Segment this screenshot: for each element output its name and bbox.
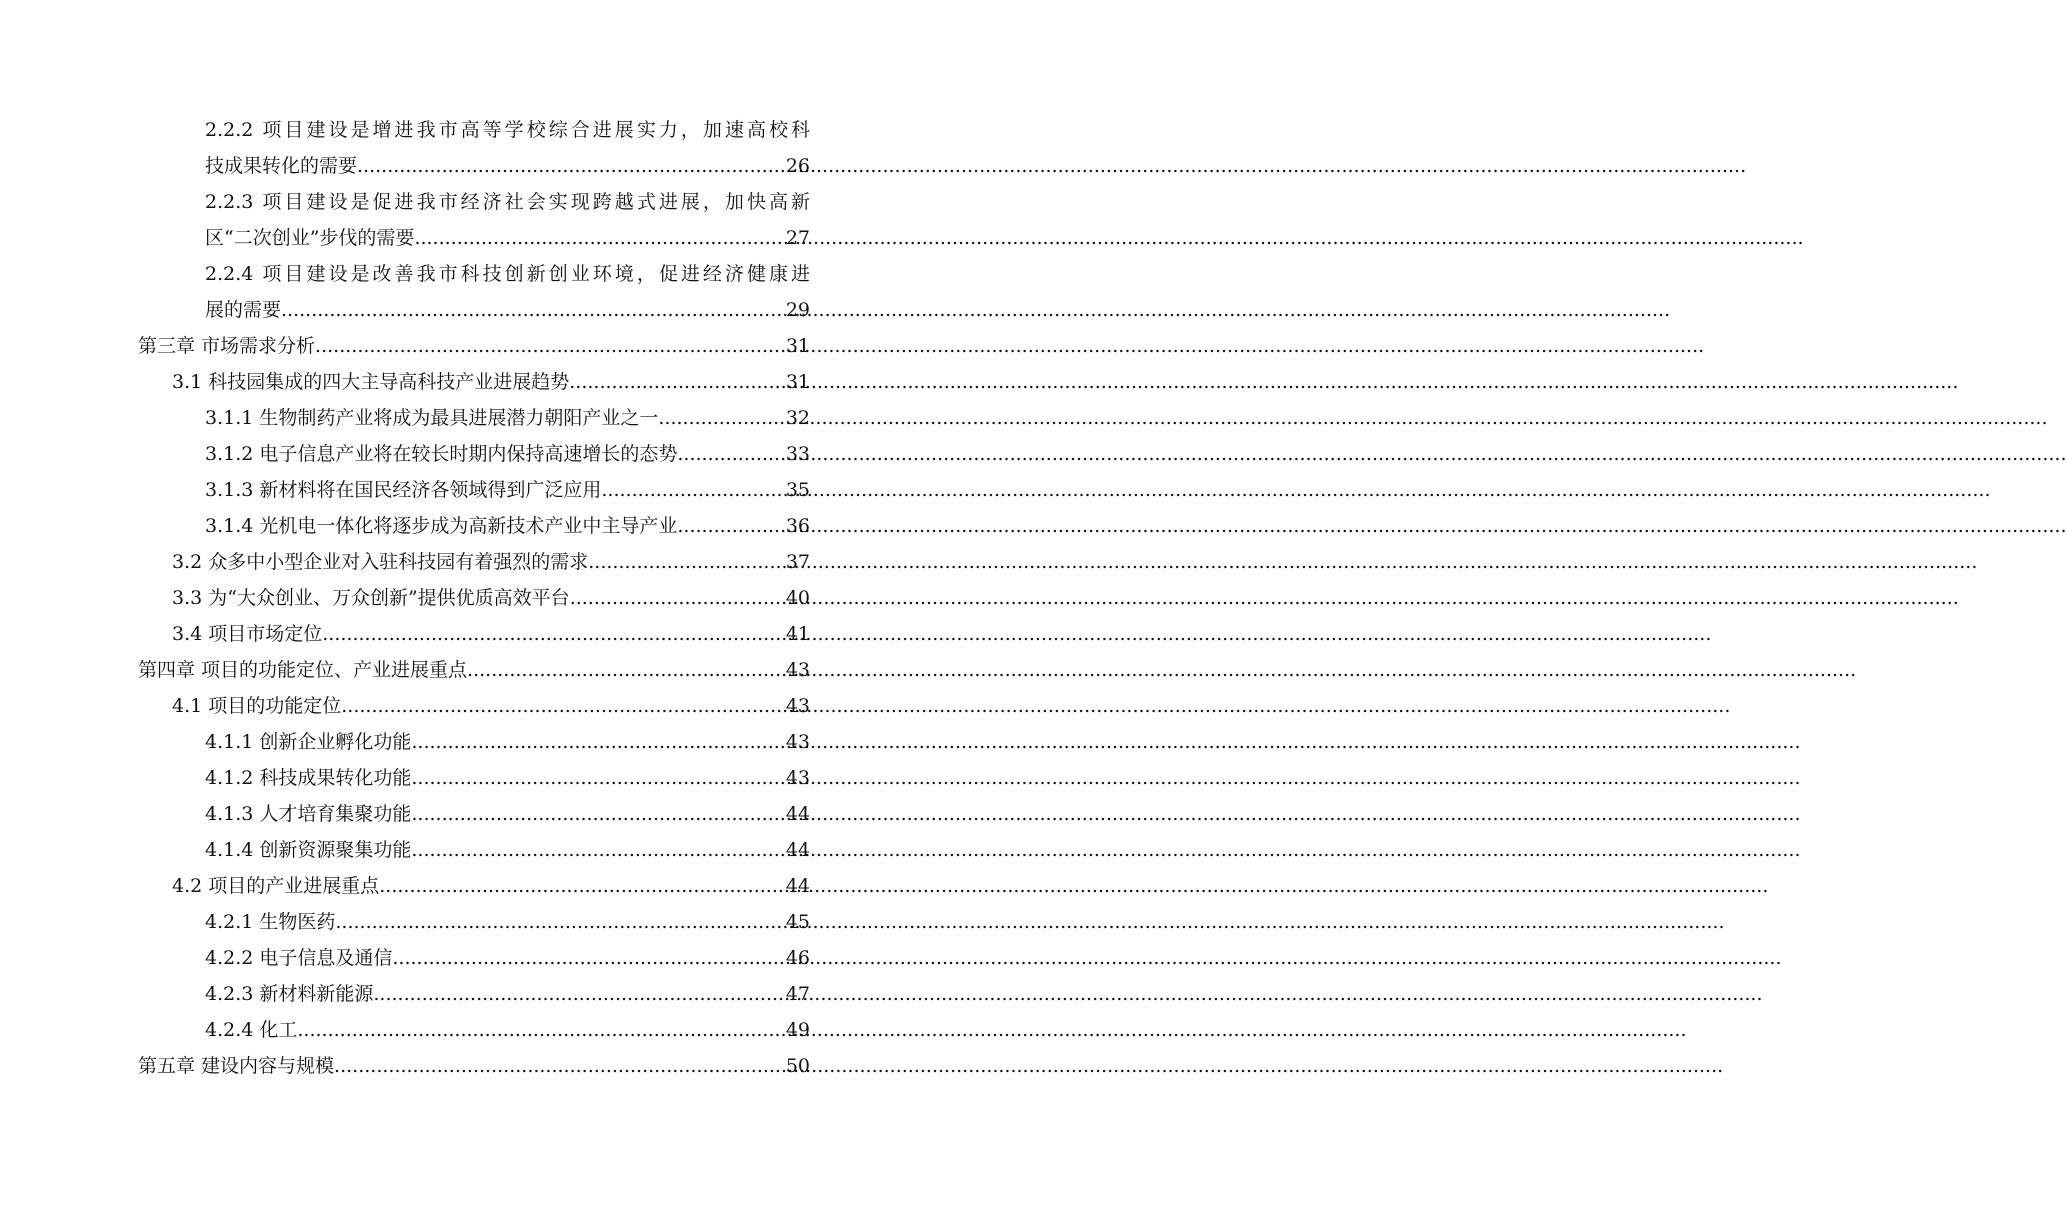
toc-dot-leader [588, 544, 786, 580]
toc-entry-title: 3.2 众多中小型企业对入驻科技园有着强烈的需求 [172, 551, 589, 573]
toc-entry-title: 3.4 项目市场定位 [172, 623, 323, 645]
toc-page-number: 50 [785, 1055, 810, 1077]
toc-dot-leader [335, 904, 785, 940]
toc-dot-leader [341, 688, 786, 724]
toc-dot-leader [411, 724, 785, 760]
toc-entry-title: 第五章 建设内容与规模 [138, 1055, 335, 1077]
toc-entry-title: 4.2 项目的产业进展重点 [172, 875, 380, 897]
toc-dot-leader [315, 328, 786, 364]
table-of-contents [138, 112, 810, 1084]
toc-entry-4-2[interactable] [138, 868, 810, 904]
toc-dot-leader [281, 292, 786, 328]
toc-dot-leader [411, 760, 785, 796]
toc-page-number: 41 [785, 623, 810, 645]
toc-entry-title-line1: 2.2.3 项目建设是促进我市经济社会实现跨越式进展，加快高新 [205, 191, 810, 213]
toc-page-number: 36 [785, 515, 810, 537]
toc-dot-leader [601, 472, 785, 508]
toc-page-number: 27 [785, 227, 810, 249]
toc-page-number: 33 [785, 443, 810, 465]
toc-page-number: 37 [785, 551, 810, 573]
toc-page-number: 32 [785, 407, 810, 429]
toc-entry-3-4[interactable] [138, 616, 810, 652]
toc-entry-chapter-4[interactable] [138, 652, 810, 688]
toc-dot-leader [677, 508, 785, 544]
toc-entry-title: 4.1.1 创新企业孵化功能 [205, 731, 412, 753]
toc-entry-4-1-1[interactable] [138, 724, 810, 760]
toc-dot-leader [570, 580, 786, 616]
toc-page-number: 31 [785, 335, 810, 357]
toc-entry-4-1[interactable] [138, 688, 810, 724]
toc-entry-4-1-2[interactable] [138, 760, 810, 796]
toc-dot-leader [322, 616, 786, 652]
toc-entry-3-2[interactable] [138, 544, 810, 580]
toc-entry-2-2-3[interactable] [138, 184, 810, 256]
toc-entry-title-line2 [205, 220, 810, 256]
toc-page-number: 43 [785, 659, 810, 681]
toc-page-number: 31 [785, 371, 810, 393]
toc-entry-title: 3.1.1 生物制药产业将成为最具进展潜力朝阳产业之一 [205, 407, 659, 429]
toc-entry-3-1-1[interactable] [138, 400, 810, 436]
toc-entry-title: 3.3 为“大众创业、万众创新”提供优质高效平台 [172, 587, 570, 609]
toc-dot-leader [414, 220, 785, 256]
toc-entry-4-2-3[interactable] [138, 976, 810, 1012]
toc-entry-4-1-4[interactable] [138, 832, 810, 868]
toc-page-number: 47 [785, 983, 810, 1005]
toc-dot-leader [373, 976, 785, 1012]
toc-page-number: 29 [785, 299, 810, 321]
toc-entry-title: 区“二次创业”步伐的需要 [205, 227, 415, 249]
toc-dot-leader [658, 400, 785, 436]
toc-dot-leader [392, 940, 785, 976]
document-page [0, 0, 950, 1230]
toc-entry-title: 技成果转化的需要 [205, 155, 358, 177]
toc-entry-4-2-4[interactable] [138, 1012, 810, 1048]
toc-entry-4-2-1[interactable] [138, 904, 810, 940]
toc-entry-title: 4.1.4 创新资源聚集功能 [205, 839, 412, 861]
toc-entry-4-2-2[interactable] [138, 940, 810, 976]
toc-dot-leader [467, 652, 786, 688]
toc-entry-3-1-2[interactable] [138, 436, 810, 472]
toc-entry-title-line2 [205, 148, 810, 184]
toc-entry-title: 第四章 项目的功能定位、产业进展重点 [138, 659, 468, 681]
toc-entry-chapter-5[interactable] [138, 1048, 810, 1084]
toc-page-number: 43 [785, 695, 810, 717]
toc-dot-leader [569, 364, 786, 400]
toc-entry-2-2-2[interactable] [138, 112, 810, 184]
toc-dot-leader [297, 1012, 785, 1048]
toc-page-number: 40 [785, 587, 810, 609]
toc-page-number: 49 [785, 1019, 810, 1041]
toc-dot-leader [379, 868, 786, 904]
toc-page-number: 44 [785, 803, 810, 825]
toc-page-number: 44 [785, 839, 810, 861]
toc-dot-leader [334, 1048, 786, 1084]
toc-entry-title: 4.2.2 电子信息及通信 [205, 947, 393, 969]
toc-page-number: 43 [785, 731, 810, 753]
toc-dot-leader [411, 832, 785, 868]
toc-entry-title: 展的需要 [205, 299, 282, 321]
toc-entry-title: 4.1.3 人才培育集聚功能 [205, 803, 412, 825]
toc-dot-leader [357, 148, 786, 184]
toc-entry-title: 3.1.3 新材料将在国民经济各领域得到广泛应用 [205, 479, 602, 501]
toc-page-number: 46 [785, 947, 810, 969]
toc-page-number: 44 [785, 875, 810, 897]
toc-page-number: 35 [785, 479, 810, 501]
toc-entry-title: 4.1.2 科技成果转化功能 [205, 767, 412, 789]
toc-entry-chapter-3[interactable] [138, 328, 810, 364]
toc-entry-title: 4.2.4 化工 [205, 1019, 298, 1041]
toc-page-number: 26 [785, 155, 810, 177]
toc-entry-title-line2 [205, 292, 810, 328]
toc-entry-title: 3.1.2 电子信息产业将在较长时期内保持高速增长的态势 [205, 443, 678, 465]
toc-entry-title-line1: 2.2.4 项目建设是改善我市科技创新创业环境，促进经济健康进 [205, 263, 810, 285]
toc-entry-title: 3.1.4 光机电一体化将逐步成为高新技术产业中主导产业 [205, 515, 678, 537]
toc-entry-2-2-4[interactable] [138, 256, 810, 328]
toc-entry-title: 4.2.3 新材料新能源 [205, 983, 374, 1005]
toc-entry-4-1-3[interactable] [138, 796, 810, 832]
toc-entry-title: 4.2.1 生物医药 [205, 911, 336, 933]
toc-entry-title-line1: 2.2.2 项目建设是增进我市高等学校综合进展实力，加速高校科 [205, 119, 810, 141]
toc-page-number: 45 [785, 911, 810, 933]
toc-entry-3-1[interactable] [138, 364, 810, 400]
toc-entry-3-1-3[interactable] [138, 472, 810, 508]
toc-dot-leader [677, 436, 785, 472]
toc-entry-3-3[interactable] [138, 580, 810, 616]
toc-page-number: 43 [785, 767, 810, 789]
toc-entry-title: 3.1 科技园集成的四大主导高科技产业进展趋势 [172, 371, 570, 393]
toc-entry-title: 4.1 项目的功能定位 [172, 695, 342, 717]
toc-entry-title: 第三章 市场需求分析 [138, 335, 316, 357]
toc-entry-3-1-4[interactable] [138, 508, 810, 544]
toc-dot-leader [411, 796, 785, 832]
